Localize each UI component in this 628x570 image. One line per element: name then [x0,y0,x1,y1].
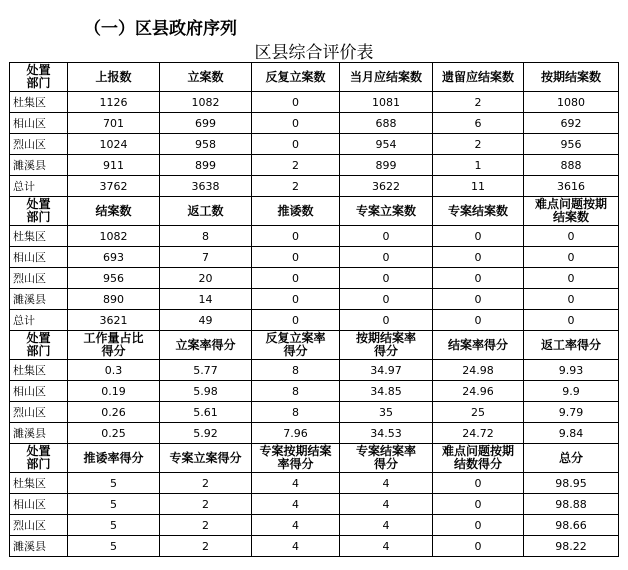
row-label: 杜集区 [10,226,68,247]
table-cell: 0.3 [68,360,160,381]
row-label: 相山区 [10,247,68,268]
row-label: 总计 [10,310,68,331]
table-row [10,360,619,381]
row-label: 烈山区 [10,268,68,289]
table-cell: 2 [160,494,252,515]
table-cell: 0 [340,289,433,310]
header-row [10,63,619,92]
table-cell: 0 [433,536,524,557]
column-header: 立案数 [160,63,252,92]
column-header: 按期结案率 得分 [340,331,433,360]
row-label: 烈山区 [10,402,68,423]
table-cell: 2 [160,473,252,494]
table-cell: 0 [340,310,433,331]
table-cell: 5.98 [160,381,252,402]
table-cell: 1024 [68,134,160,155]
table-cell: 4 [340,473,433,494]
column-header: 工作量占比 得分 [68,331,160,360]
table-row [10,155,619,176]
table-cell: 0 [252,92,340,113]
table-cell: 0 [252,310,340,331]
table-cell: 24.72 [433,423,524,444]
table-cell: 24.96 [433,381,524,402]
column-header: 结案数 [68,197,160,226]
table-cell: 5.92 [160,423,252,444]
table-cell: 0 [433,515,524,536]
row-label: 杜集区 [10,360,68,381]
table-caption: 区县综合评价表 [254,43,374,63]
row-label: 相山区 [10,113,68,134]
table-cell: 2 [252,155,340,176]
column-header: 反复立案数 [252,63,340,92]
table-cell: 0.25 [68,423,160,444]
table-cell: 8 [252,381,340,402]
column-header: 专案结案数 [433,197,524,226]
table-cell: 2 [160,536,252,557]
table-cell: 0 [524,247,619,268]
table-row [10,473,619,494]
table-cell: 0 [433,226,524,247]
table-cell: 4 [340,515,433,536]
table-cell: 890 [68,289,160,310]
table-cell: 2 [160,515,252,536]
table-cell: 0 [524,310,619,331]
column-header: 返工数 [160,197,252,226]
table-cell: 98.66 [524,515,619,536]
table-cell: 0 [252,134,340,155]
table-cell: 0 [433,473,524,494]
row-label: 濉溪县 [10,423,68,444]
row-label: 相山区 [10,494,68,515]
table-cell: 34.53 [340,423,433,444]
column-header: 处置 部门 [10,197,68,226]
table-cell: 0 [252,289,340,310]
table-cell: 0 [433,268,524,289]
table-cell: 9.9 [524,381,619,402]
table-cell: 899 [340,155,433,176]
row-label: 总计 [10,176,68,197]
table-cell: 0 [524,268,619,289]
column-header: 专案结案率 得分 [340,444,433,473]
table-row [10,113,619,134]
table-cell: 692 [524,113,619,134]
column-header: 专案立案得分 [160,444,252,473]
row-label: 烈山区 [10,134,68,155]
table-cell: 8 [252,360,340,381]
table-row [10,176,619,197]
table-cell: 5.61 [160,402,252,423]
table-row [10,134,619,155]
table-cell: 0 [340,247,433,268]
table-row [10,226,619,247]
column-header: 结案率得分 [433,331,524,360]
table-row [10,268,619,289]
table-row [10,402,619,423]
table-cell: 3638 [160,176,252,197]
table-cell: 688 [340,113,433,134]
table-cell: 8 [252,402,340,423]
table-row [10,92,619,113]
table-cell: 1 [433,155,524,176]
table-cell: 98.95 [524,473,619,494]
row-label: 濉溪县 [10,536,68,557]
table-cell: 1080 [524,92,619,113]
table-cell: 4 [252,536,340,557]
table-cell: 956 [68,268,160,289]
table-cell: 0.19 [68,381,160,402]
table-cell: 7.96 [252,423,340,444]
row-label: 濉溪县 [10,155,68,176]
table-cell: 1082 [160,92,252,113]
row-label: 烈山区 [10,515,68,536]
header-row [10,444,619,473]
table-cell: 7 [160,247,252,268]
table-cell: 4 [252,494,340,515]
table-cell: 3622 [340,176,433,197]
table-row [10,381,619,402]
column-header: 处置 部门 [10,444,68,473]
column-header: 推诿率得分 [68,444,160,473]
column-header: 反复立案率 得分 [252,331,340,360]
table-cell: 0 [433,310,524,331]
table-cell: 1126 [68,92,160,113]
table-cell: 34.85 [340,381,433,402]
table-row [10,289,619,310]
row-label: 杜集区 [10,92,68,113]
column-header: 处置 部门 [10,63,68,92]
evaluation-table [9,62,619,557]
header-row [10,197,619,226]
table-cell: 3621 [68,310,160,331]
table-cell: 954 [340,134,433,155]
column-header: 推诿数 [252,197,340,226]
column-header: 返工率得分 [524,331,619,360]
table-row [10,515,619,536]
table-cell: 98.22 [524,536,619,557]
column-header: 立案率得分 [160,331,252,360]
table-cell: 9.79 [524,402,619,423]
column-header: 上报数 [68,63,160,92]
table-cell: 24.98 [433,360,524,381]
table-cell: 11 [433,176,524,197]
table-row [10,423,619,444]
section-heading: （一）区县政府序列 [84,19,237,39]
table-cell: 4 [340,494,433,515]
table-cell: 4 [252,515,340,536]
table-cell: 956 [524,134,619,155]
table-cell: 98.88 [524,494,619,515]
row-label: 濉溪县 [10,289,68,310]
table-cell: 5 [68,494,160,515]
table-cell: 0 [524,226,619,247]
table-cell: 5 [68,515,160,536]
table-cell: 5 [68,473,160,494]
table-cell: 9.84 [524,423,619,444]
table-cell: 25 [433,402,524,423]
table-cell: 3616 [524,176,619,197]
column-header: 处置 部门 [10,331,68,360]
table-cell: 0 [524,289,619,310]
table-cell: 1082 [68,226,160,247]
table-cell: 4 [340,536,433,557]
header-row [10,331,619,360]
table-cell: 20 [160,268,252,289]
column-header: 难点问题按期 结案数 [524,197,619,226]
table-cell: 2 [433,134,524,155]
row-label: 杜集区 [10,473,68,494]
table-cell: 4 [252,473,340,494]
column-header: 专案按期结案 率得分 [252,444,340,473]
table-cell: 0 [433,289,524,310]
table-row [10,310,619,331]
table-cell: 0 [252,226,340,247]
table-cell: 0 [252,268,340,289]
table-cell: 0 [252,247,340,268]
table-row [10,536,619,557]
table-cell: 911 [68,155,160,176]
table-cell: 49 [160,310,252,331]
table-cell: 888 [524,155,619,176]
table-cell: 6 [433,113,524,134]
row-label: 相山区 [10,381,68,402]
table-cell: 35 [340,402,433,423]
table-cell: 2 [252,176,340,197]
table-cell: 34.97 [340,360,433,381]
table-cell: 699 [160,113,252,134]
table-cell: 701 [68,113,160,134]
table-cell: 3762 [68,176,160,197]
table-cell: 0 [433,494,524,515]
table-cell: 1081 [340,92,433,113]
column-header: 难点问题按期 结数得分 [433,444,524,473]
column-header: 总分 [524,444,619,473]
table-cell: 958 [160,134,252,155]
table-cell: 14 [160,289,252,310]
table-cell: 899 [160,155,252,176]
table-cell: 5.77 [160,360,252,381]
table-cell: 0.26 [68,402,160,423]
table-cell: 2 [433,92,524,113]
table-row [10,247,619,268]
table-cell: 0 [340,226,433,247]
table-cell: 693 [68,247,160,268]
table-cell: 8 [160,226,252,247]
table-row [10,494,619,515]
table-cell: 9.93 [524,360,619,381]
column-header: 遗留应结案数 [433,63,524,92]
column-header: 专案立案数 [340,197,433,226]
column-header: 当月应结案数 [340,63,433,92]
column-header: 按期结案数 [524,63,619,92]
table-cell: 0 [433,247,524,268]
table-cell: 0 [340,268,433,289]
table-cell: 0 [252,113,340,134]
table-cell: 5 [68,536,160,557]
